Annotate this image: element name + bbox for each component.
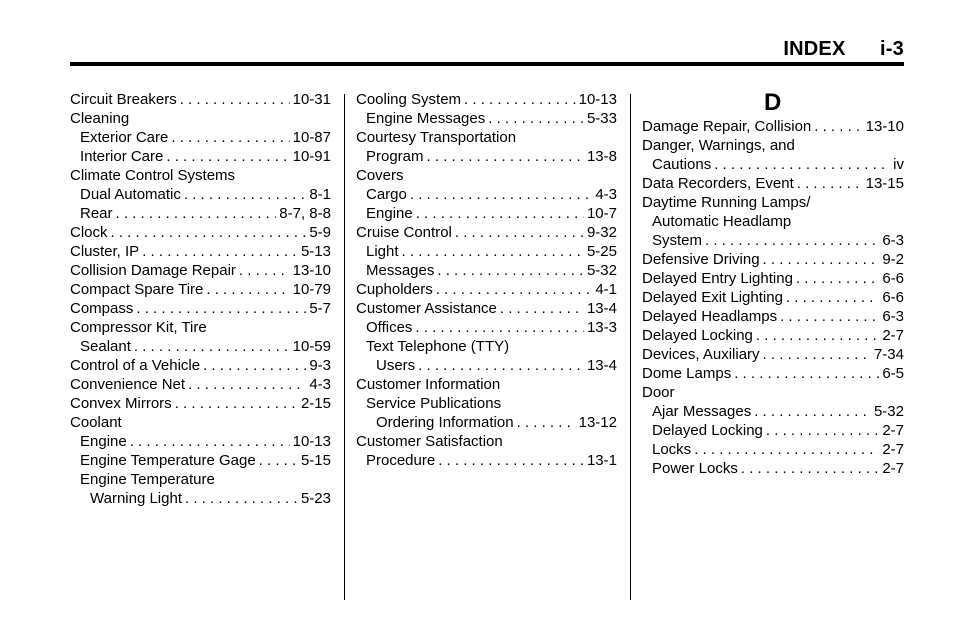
leader-dots <box>694 440 879 459</box>
page-title: INDEX i-3 <box>783 38 904 60</box>
section-letter-heading: D <box>764 89 782 116</box>
index-entry[interactable] <box>642 440 904 459</box>
index-entry[interactable] <box>356 356 617 375</box>
leader-dots <box>130 432 290 451</box>
index-term: Control of a Vehicle <box>70 357 201 374</box>
index-column-2 <box>356 90 617 470</box>
index-term: Offices <box>366 319 413 336</box>
index-term: Convex Mirrors <box>70 395 172 412</box>
index-term: Compass <box>70 300 134 317</box>
index-term: Compact Spare Tire <box>70 281 204 298</box>
index-term: Text Telephone (TTY) <box>366 338 510 355</box>
index-term: Customer Assistance <box>356 300 497 317</box>
index-term: Cruise Control <box>356 224 452 241</box>
page-reference[interactable]: 5-25 <box>586 243 617 260</box>
index-term: Procedure <box>366 452 436 469</box>
index-term: Devices, Auxiliary <box>642 346 760 363</box>
index-entry[interactable] <box>70 128 331 147</box>
index-term: Dome Lamps <box>642 365 732 382</box>
leader-dots <box>763 250 880 269</box>
leader-dots <box>188 375 306 394</box>
index-term: Engine Temperature Gage <box>80 452 256 469</box>
leader-dots <box>185 489 298 508</box>
page-reference[interactable]: 5-13 <box>300 243 331 260</box>
index-entry[interactable] <box>356 90 617 109</box>
index-entry[interactable] <box>70 394 331 413</box>
index-term: Service Publications <box>366 395 502 412</box>
index-entry[interactable] <box>356 413 617 432</box>
leader-dots <box>796 269 879 288</box>
index-entry <box>356 128 617 147</box>
index-term: Cautions <box>652 156 712 173</box>
index-term: Coolant <box>70 414 122 431</box>
index-entry[interactable] <box>356 451 617 470</box>
leader-dots <box>206 280 289 299</box>
index-term: Covers <box>356 167 404 184</box>
page-reference[interactable]: 5-15 <box>300 452 331 469</box>
index-term: Door <box>642 384 675 401</box>
index-entry <box>70 470 331 489</box>
leader-dots <box>756 326 879 345</box>
index-entry <box>70 166 331 185</box>
index-term: Ajar Messages <box>652 403 752 420</box>
page-reference[interactable]: 10-7 <box>586 205 617 222</box>
leader-dots <box>427 147 584 166</box>
index-term: Engine <box>80 433 127 450</box>
leader-dots <box>259 451 298 470</box>
index-entry <box>642 383 904 402</box>
page-reference[interactable]: 10-91 <box>292 148 331 165</box>
page-reference[interactable]: 2-7 <box>882 422 904 439</box>
leader-dots <box>410 185 592 204</box>
leader-dots <box>754 402 871 421</box>
index-term: Clock <box>70 224 108 241</box>
page-reference[interactable]: 9-3 <box>309 357 331 374</box>
index-term: Messages <box>366 262 435 279</box>
page-reference[interactable]: 13-4 <box>586 357 617 374</box>
index-term: Defensive Driving <box>642 251 760 268</box>
leader-dots <box>437 261 584 280</box>
page-reference[interactable]: 6-3 <box>882 232 904 249</box>
leader-dots <box>184 185 306 204</box>
index-entry <box>642 212 904 231</box>
index-term: Automatic Headlamp <box>652 213 792 230</box>
index-entry[interactable] <box>70 204 331 223</box>
page-reference[interactable]: 6-5 <box>882 365 904 382</box>
index-entry[interactable] <box>642 326 904 345</box>
page-reference[interactable]: 10-87 <box>292 129 331 146</box>
page-reference[interactable]: 13-4 <box>586 300 617 317</box>
index-term: Cleaning <box>70 110 130 127</box>
index-term: Courtesy Transportation <box>356 129 517 146</box>
leader-dots <box>714 155 890 174</box>
index-term: Warning Light <box>90 490 182 507</box>
index-term: Damage Repair, Collision <box>642 118 812 135</box>
leader-dots <box>438 451 584 470</box>
page-reference[interactable]: 10-79 <box>292 281 331 298</box>
page-reference[interactable]: 13-3 <box>586 319 617 336</box>
index-entry[interactable] <box>70 337 331 356</box>
page-reference[interactable]: 5-7 <box>309 300 331 317</box>
index-term: Data Recorders, Event <box>642 175 794 192</box>
page-reference[interactable]: 2-7 <box>882 460 904 477</box>
index-entry <box>70 318 331 337</box>
index-term: Delayed Entry Lighting <box>642 270 793 287</box>
index-term: Engine Messages <box>366 110 486 127</box>
index-term: Delayed Exit Lighting <box>642 289 783 306</box>
index-entry[interactable] <box>356 242 617 261</box>
index-entry[interactable] <box>642 269 904 288</box>
leader-dots <box>416 204 584 223</box>
index-term: System <box>652 232 703 249</box>
index-entry[interactable] <box>642 307 904 326</box>
page-reference[interactable]: 2-7 <box>882 441 904 458</box>
index-term: Cooling System <box>356 91 462 108</box>
index-entry[interactable] <box>642 155 904 174</box>
index-term: Climate Control Systems <box>70 167 236 184</box>
index-entry[interactable] <box>642 288 904 307</box>
page-reference[interactable]: 10-31 <box>292 91 331 108</box>
page-reference[interactable]: 6-6 <box>882 289 904 306</box>
index-entry <box>356 394 617 413</box>
page-reference[interactable]: 13-12 <box>578 414 617 431</box>
page-reference[interactable]: 13-10 <box>292 262 331 279</box>
index-term: Cargo <box>366 186 407 203</box>
page-reference[interactable]: 13-1 <box>586 452 617 469</box>
leader-dots <box>142 242 298 261</box>
index-term: Collision Damage Repair <box>70 262 236 279</box>
index-term: Ordering Information <box>376 414 514 431</box>
index-term: Customer Information <box>356 376 501 393</box>
index-term: Cupholders <box>356 281 433 298</box>
index-entry <box>356 166 617 185</box>
index-column-1 <box>70 90 331 508</box>
index-entry[interactable] <box>70 356 331 375</box>
index-entry <box>356 432 617 451</box>
leader-dots <box>464 90 576 109</box>
index-term: Light <box>366 243 399 260</box>
index-entry[interactable] <box>356 299 617 318</box>
leader-dots <box>705 231 879 250</box>
index-entry[interactable] <box>70 242 331 261</box>
index-entry[interactable] <box>70 375 331 394</box>
index-entry[interactable] <box>70 451 331 470</box>
leader-dots <box>780 307 879 326</box>
index-entry[interactable] <box>70 489 331 508</box>
index-entry <box>70 109 331 128</box>
page-reference[interactable]: 8-7, 8-8 <box>279 205 331 222</box>
index-term: Customer Satisfaction <box>356 433 503 450</box>
page-reference[interactable]: 4-3 <box>309 376 331 393</box>
index-entry[interactable] <box>70 261 331 280</box>
index-entry[interactable] <box>642 364 904 383</box>
leader-dots <box>136 299 306 318</box>
leader-dots <box>175 394 298 413</box>
index-entry[interactable] <box>356 147 617 166</box>
index-entry[interactable] <box>356 204 617 223</box>
page-reference[interactable]: iv <box>893 156 904 173</box>
index-entry[interactable] <box>70 185 331 204</box>
index-entry[interactable] <box>642 174 904 193</box>
page-reference[interactable]: 10-13 <box>578 91 617 108</box>
page-reference[interactable]: 5-32 <box>586 262 617 279</box>
index-term: Sealant <box>80 338 131 355</box>
leader-dots <box>436 280 593 299</box>
index-entry[interactable] <box>642 231 904 250</box>
leader-dots <box>111 223 307 242</box>
index-column-3 <box>642 90 904 478</box>
index-entry[interactable] <box>70 280 331 299</box>
leader-dots <box>500 299 584 318</box>
index-term: Delayed Locking <box>652 422 763 439</box>
index-term: Engine <box>366 205 413 222</box>
index-term: Cluster, IP <box>70 243 140 260</box>
index-entry <box>70 413 331 432</box>
leader-dots <box>766 421 879 440</box>
index-entry[interactable] <box>356 318 617 337</box>
index-term: Rear <box>80 205 113 222</box>
index-term: Interior Care <box>80 148 164 165</box>
index-entry[interactable] <box>642 421 904 440</box>
leader-dots <box>402 242 584 261</box>
index-term: Delayed Locking <box>642 327 753 344</box>
index-entry <box>356 337 617 356</box>
leader-dots <box>734 364 879 383</box>
leader-dots <box>814 117 862 136</box>
index-entry[interactable] <box>642 250 904 269</box>
leader-dots <box>741 459 879 478</box>
page-reference[interactable]: 5-32 <box>873 403 904 420</box>
page-reference[interactable]: 8-1 <box>309 186 331 203</box>
leader-dots <box>166 147 289 166</box>
leader-dots <box>488 109 584 128</box>
leader-dots <box>134 337 290 356</box>
index-entry[interactable] <box>642 459 904 478</box>
page-reference[interactable]: 10-13 <box>292 433 331 450</box>
index-term: Delayed Headlamps <box>642 308 778 325</box>
leader-dots <box>797 174 863 193</box>
index-entry[interactable] <box>356 223 617 242</box>
leader-dots <box>203 356 306 375</box>
leader-dots <box>171 128 289 147</box>
page-reference[interactable]: 6-6 <box>882 270 904 287</box>
index-entry[interactable] <box>642 345 904 364</box>
index-term: Locks <box>652 441 692 458</box>
index-term: Power Locks <box>652 460 738 477</box>
index-term: Compressor Kit, Tire <box>70 319 207 336</box>
index-entry[interactable] <box>70 147 331 166</box>
leader-dots <box>116 204 277 223</box>
leader-dots <box>517 413 576 432</box>
page-reference[interactable]: 13-10 <box>865 118 904 135</box>
leader-dots <box>455 223 584 242</box>
index-term: Convenience Net <box>70 376 186 393</box>
page-reference[interactable]: 9-2 <box>882 251 904 268</box>
index-entry[interactable] <box>70 223 331 242</box>
header-rule <box>70 62 904 66</box>
leader-dots <box>763 345 871 364</box>
index-entry[interactable] <box>70 432 331 451</box>
leader-dots <box>239 261 290 280</box>
page-reference[interactable]: 2-15 <box>300 395 331 412</box>
index-entry[interactable] <box>70 90 331 109</box>
page-reference[interactable]: 7-34 <box>873 346 904 363</box>
index-entry[interactable] <box>356 280 617 299</box>
leader-dots <box>786 288 879 307</box>
index-entry[interactable] <box>356 109 617 128</box>
index-entry[interactable] <box>642 402 904 421</box>
index-term: Danger, Warnings, and <box>642 137 795 154</box>
index-entry[interactable] <box>356 261 617 280</box>
index-term: Dual Automatic <box>80 186 181 203</box>
index-term: Daytime Running Lamps/ <box>642 194 811 211</box>
leader-dots <box>418 356 584 375</box>
page-reference[interactable]: 13-15 <box>865 175 904 192</box>
index-term: Circuit Breakers <box>70 91 177 108</box>
page-reference[interactable]: 5-23 <box>300 490 331 507</box>
page-reference[interactable]: 6-3 <box>882 308 904 325</box>
index-term: Exterior Care <box>80 129 169 146</box>
page-reference[interactable]: 2-7 <box>882 327 904 344</box>
index-term: Users <box>376 357 416 374</box>
index-entry <box>642 193 904 212</box>
column-divider <box>630 94 631 600</box>
index-entry <box>356 375 617 394</box>
index-term: Engine Temperature <box>80 471 215 488</box>
index-term: Program <box>366 148 424 165</box>
index-entry[interactable] <box>642 117 904 136</box>
leader-dots <box>180 90 290 109</box>
index-entry[interactable] <box>70 299 331 318</box>
index-entry <box>642 136 904 155</box>
page-reference[interactable]: 4-1 <box>595 281 617 298</box>
page-reference[interactable]: 10-59 <box>292 338 331 355</box>
page-reference[interactable]: 5-33 <box>586 110 617 127</box>
page-reference[interactable]: 5-9 <box>309 224 331 241</box>
page-reference[interactable]: 9-32 <box>586 224 617 241</box>
index-entry[interactable] <box>356 185 617 204</box>
leader-dots <box>415 318 584 337</box>
column-divider <box>344 94 345 600</box>
page-reference[interactable]: 13-8 <box>586 148 617 165</box>
page-reference[interactable]: 4-3 <box>595 186 617 203</box>
